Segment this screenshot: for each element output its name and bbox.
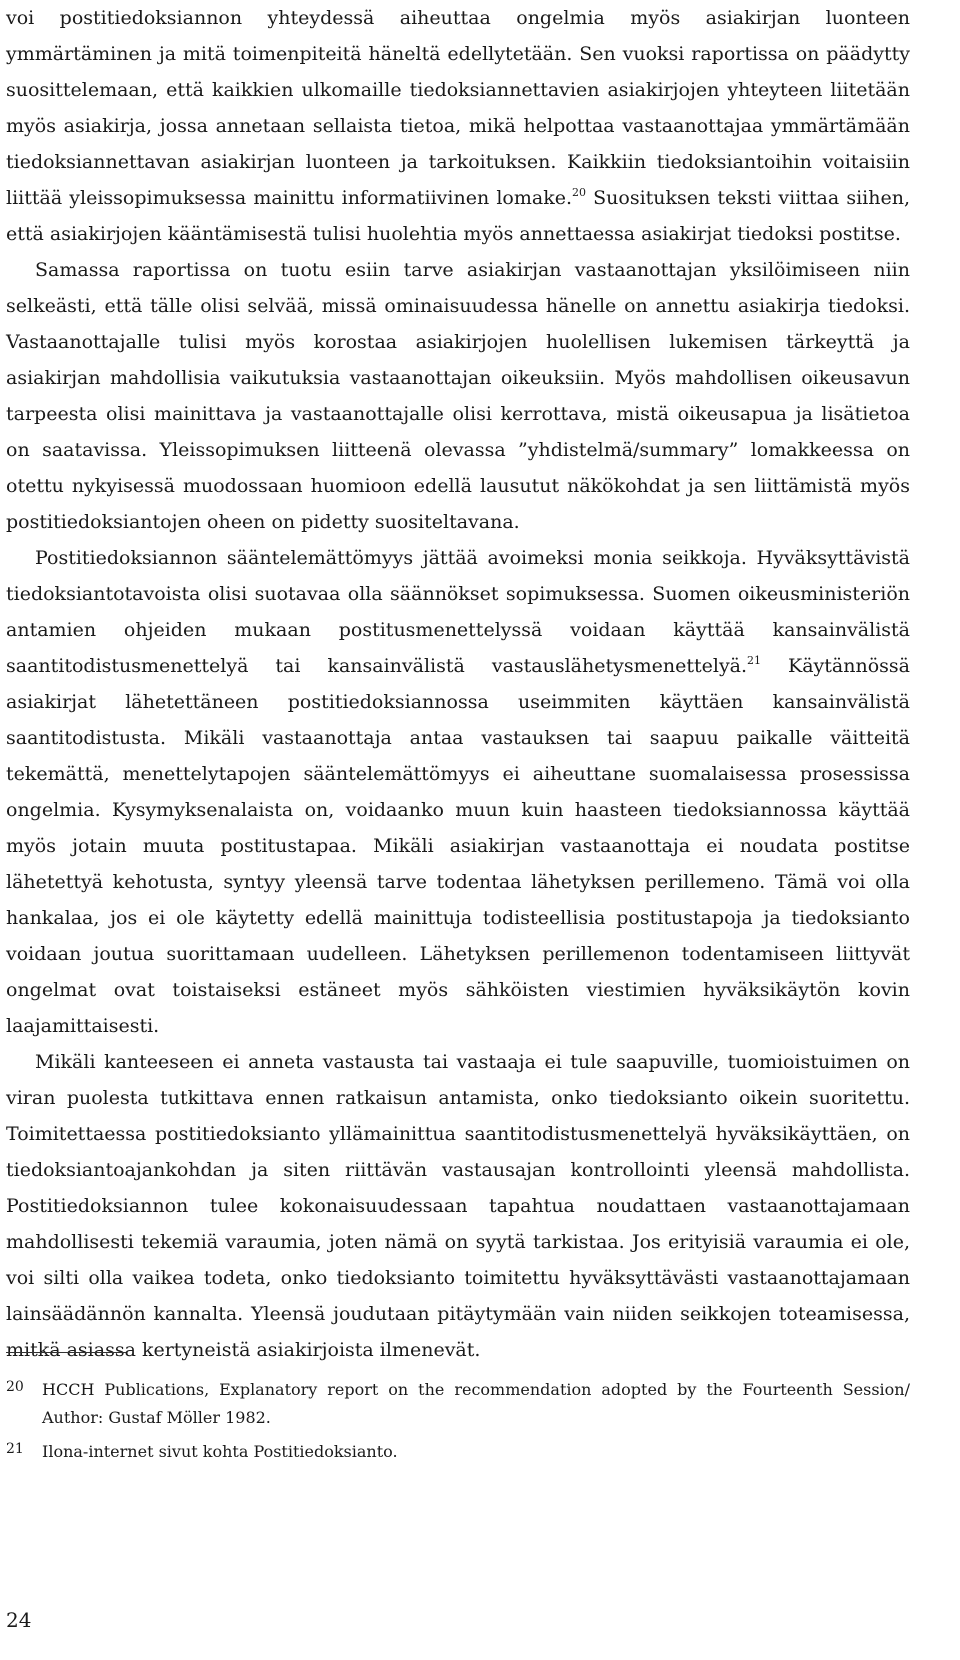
page-body	[6, 0, 910, 1368]
paragraph-4-text: Mikäli kanteeseen ei anneta vastausta tai vastaaja ei tule saapuville, tuomioistuimen on viran puolesta tutkittava ennen ratkaisun antamista, onko tiedoksianto oikein suoritettu. Toimitettaessa postitiedoksianto yllämainittua saantitodistusmenettelyä hyväksikäyttäen, on tiedoksiantoajankohdan ja siten riittävän vastausajan kontrollointi yleensä mahdollista. Postitiedoksiannon tulee kokonaisuudessaan tapahtua noudattaen vastaanottajamaan mahdollisesti tekemiä varaumia, joten nämä on syytä tarkistaa. Jos erityisiä varaumia ei ole, voi silti olla vaikea todeta, onko tiedoksianto toimitettu hyväksyttävästi vastaanottajamaan lainsäädännön kannalta. Yleensä joudutaan pitäytymään vain niiden seikkojen toteamisessa, mitkä asiassa kertyneistä asiakirjoista ilmenevät.	[6, 1051, 910, 1361]
footnote-ref-21[interactable]: 21	[747, 653, 762, 667]
paragraph-3-text-b: Käytännössä asiakirjat lähetettäneen postitiedoksiannossa useimmiten käyttäen kansainvälistä saantitodistusta. Mikäli vastaanottaja antaa vastauksen tai saapuu paikalle väitteitä tekemättä, menettelytapojen sääntelemättömyys ei aiheuttane suomalaisessa prosessissa ongelmia. Kysymyksenalaista on, voidaanko muun kuin haasteen tiedoksiannossa käyttää myös jotain muuta postitustapaa. Mikäli asiakirjan vastaanottaja ei noudata postitse lähetettyä kehotusta, syntyy yleensä tarve todentaa lähetyksen perillemeno. Tämä voi olla hankalaa, jos ei ole käytetty edellä mainittuja todisteellisia postitustapoja ja tiedoksianto voidaan joutua suorittamaan uudelleen. Lähetyksen perillemenon todentamiseen liittyvät ongelmat ovat toistaiseksi estäneet myös sähköisten viestimien hyväksikäytön kovin laajamittaisesti.	[6, 655, 910, 1037]
paragraph-2-text: Samassa raportissa on tuotu esiin tarve asiakirjan vastaanottajan yksilöimiseen niin selkeästi, että tälle olisi selvää, missä ominaisuudessa hänelle on annettu asiakirja tiedoksi. Vastaanottajalle tulisi myös korostaa asiakirjojen huolellisen lukemisen tärkeyttä ja asiakirjan mahdollisia vaikutuksia vastaanottajan oikeuksiin. Myös mahdollisen oikeusavun tarpeesta olisi mainittava ja vastaanottajalle olisi kerrottava, mistä oikeusapua ja lisätietoa on saatavissa. Yleissopimuksen liitteenä olevassa ”yhdistelmä/summary” lomakkeessa on otettu nykyisessä muodossaan huomioon edellä lausutut näkökohdat ja sen liittämistä myös postitiedoksiantojen oheen on pidetty suositeltavana.	[6, 259, 910, 533]
main-text	[6, 0, 910, 1368]
footnotes	[6, 1376, 910, 1472]
footnote-21	[6, 1438, 910, 1466]
paragraph-3-text-a: Postitiedoksiannon sääntelemättömyys jättää avoimeksi monia seikkoja. Hyväksyttävistä tiedoksiantotavoista olisi suotavaa olla säännökset sopimuksessa. Suomen oikeusministeriön antamien ohjeiden mukaan postitusmenettelyssä voidaan käyttää kansainvälistä saantitodistusmenettelyä tai kansainvälistä vastauslähetysmenettelyä.	[6, 547, 910, 677]
footnote-divider	[6, 1352, 126, 1353]
page-number: 24	[6, 1608, 32, 1632]
footnote-20	[6, 1376, 910, 1432]
paragraph-1	[6, 0, 910, 252]
footnote-text: Ilona-internet sivut kohta Postitiedoksianto.	[42, 1442, 398, 1461]
paragraph-1-text-b: Suosituksen teksti viittaa siihen, että asiakirjojen kääntämisestä tulisi huolehtia myös annettaessa asiakirjat tiedoksi postitse.	[6, 187, 910, 245]
paragraph-1-text-a: voi postitiedoksiannon yhteydessä aiheuttaa ongelmia myös asiakirjan luonteen ymmärtäminen ja mitä toimenpiteitä häneltä edellytetään. Sen vuoksi raportissa on päädytty suosittelemaan, että kaikkien ulkomaille tiedoksiannettavien asiakirjojen yhteyteen liitetään myös asiakirja, jossa annetaan sellaista tietoa, mikä helpottaa vastaanottajaa ymmärtämään tiedoksiannettavan asiakirjan luonteen ja tarkoituksen. Kaikkiin tiedoksiantoihin voitaisiin liittää yleissopimuksessa mainittu informatiivinen lomake.	[6, 7, 910, 209]
paragraph-2	[6, 252, 910, 540]
footnote-number: 21	[6, 1441, 24, 1457]
footnote-ref-20[interactable]: 20	[572, 185, 587, 199]
paragraph-3	[6, 540, 910, 1044]
footnote-text: HCCH Publications, Explanatory report on the recommendation adopted by the Fourteenth Session/ Author: Gustaf Möller 1982.	[42, 1380, 910, 1427]
paragraph-4	[6, 1044, 910, 1368]
footnote-number: 20	[6, 1379, 24, 1395]
